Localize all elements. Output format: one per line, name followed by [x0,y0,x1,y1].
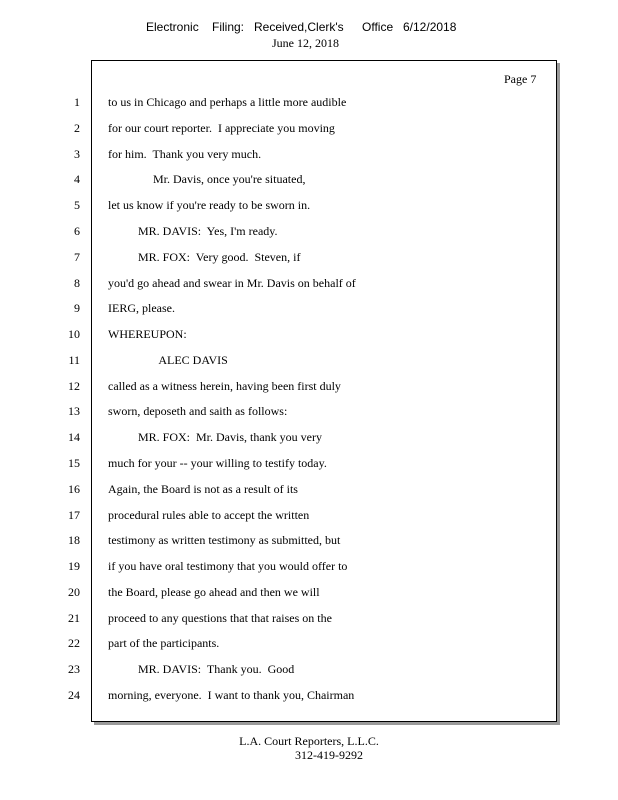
transcript-line [0,224,618,240]
court-reporter-name: L.A. Court Reporters, L.L.C. [239,734,379,748]
transcript-line [0,456,618,472]
transcript-line [0,198,618,214]
line-number: 6 [74,224,80,238]
line-number: 18 [68,533,80,547]
line-text: called as a witness herein, having been first duly [108,379,341,393]
transcript-line [0,585,618,601]
line-text: let us know if you're ready to be sworn in. [108,198,311,212]
line-number: 11 [68,353,80,367]
line-number: 12 [68,379,80,393]
line-text: if you have oral testimony that you would offer to [108,559,348,573]
line-number: 16 [68,482,80,496]
line-text: much for your -- your willing to testify today. [108,456,327,470]
line-text: to us in Chicago and perhaps a little more audible [108,95,347,109]
transcript-line [0,147,618,163]
line-text: MR. FOX: Mr. Davis, thank you very [108,430,322,444]
line-number: 22 [68,636,80,650]
line-text: for him. Thank you very much. [108,147,262,161]
line-number: 7 [74,250,80,264]
line-text: IERG, please. [108,301,175,315]
transcript-line [0,662,618,678]
line-number: 8 [74,276,80,290]
transcript-line [0,508,618,524]
line-number: 17 [68,508,80,522]
line-number: 10 [68,327,80,341]
line-number: 2 [74,121,80,135]
line-text: for our court reporter. I appreciate you moving [108,121,335,135]
line-text: MR. DAVIS: Thank you. Good [108,662,295,676]
line-text: procedural rules able to accept the written [108,508,310,522]
transcript-line [0,559,618,575]
line-text: WHEREUPON: [108,327,187,341]
filed-date: June 12, 2018 [272,36,339,50]
line-text: the Board, please go ahead and then we will [108,585,320,599]
line-number: 20 [68,585,80,599]
stamp-filing: Filing: [212,20,245,34]
transcript-line [0,430,618,446]
stamp-office: Office [362,20,394,34]
line-text: Mr. Davis, once you're situated, [108,172,306,186]
line-text: proceed to any questions that that raises on the [108,611,332,625]
transcript-line [0,482,618,498]
line-text: testimony as written testimony as submitted, but [108,533,341,547]
stamp-date: 6/12/2018 [403,20,457,34]
page-number: Page 7 [504,72,537,86]
transcript-line [0,404,618,420]
line-number: 15 [68,456,80,470]
transcript-line [0,172,618,188]
line-number: 9 [74,301,80,315]
transcript-line [0,611,618,627]
line-text: you'd go ahead and swear in Mr. Davis on behalf of [108,276,356,290]
line-number: 1 [74,95,80,109]
transcript-line [0,327,618,343]
transcript-line [0,276,618,292]
transcript-line [0,636,618,652]
transcript-line [0,533,618,549]
line-number: 24 [68,688,80,702]
line-text: Again, the Board is not as a result of its [108,482,298,496]
line-number: 13 [68,404,80,418]
line-number: 23 [68,662,80,676]
line-number: 3 [74,147,80,161]
transcript-line [0,301,618,317]
electronic-filing-stamp [0,20,618,36]
line-number: 14 [68,430,80,444]
transcript-line [0,95,618,111]
transcript-line [0,250,618,266]
court-reporter-phone: 312-419-9292 [295,748,363,762]
transcript-line [0,353,618,369]
line-text: morning, everyone. I want to thank you, Chairman [108,688,355,702]
stamp-electronic: Electronic [146,20,199,34]
line-text: MR. DAVIS: Yes, I'm ready. [108,224,278,238]
line-number: 21 [68,611,80,625]
line-number: 19 [68,559,80,573]
line-text: MR. FOX: Very good. Steven, if [108,250,301,264]
line-text: part of the participants. [108,636,220,650]
line-text: ALEC DAVIS [108,353,228,367]
transcript-line [0,688,618,704]
line-text: sworn, deposeth and saith as follows: [108,404,288,418]
line-number: 5 [74,198,80,212]
transcript-line [0,379,618,395]
transcript-line [0,121,618,137]
line-number: 4 [74,172,80,186]
stamp-received: Received,Clerk's [254,20,344,34]
